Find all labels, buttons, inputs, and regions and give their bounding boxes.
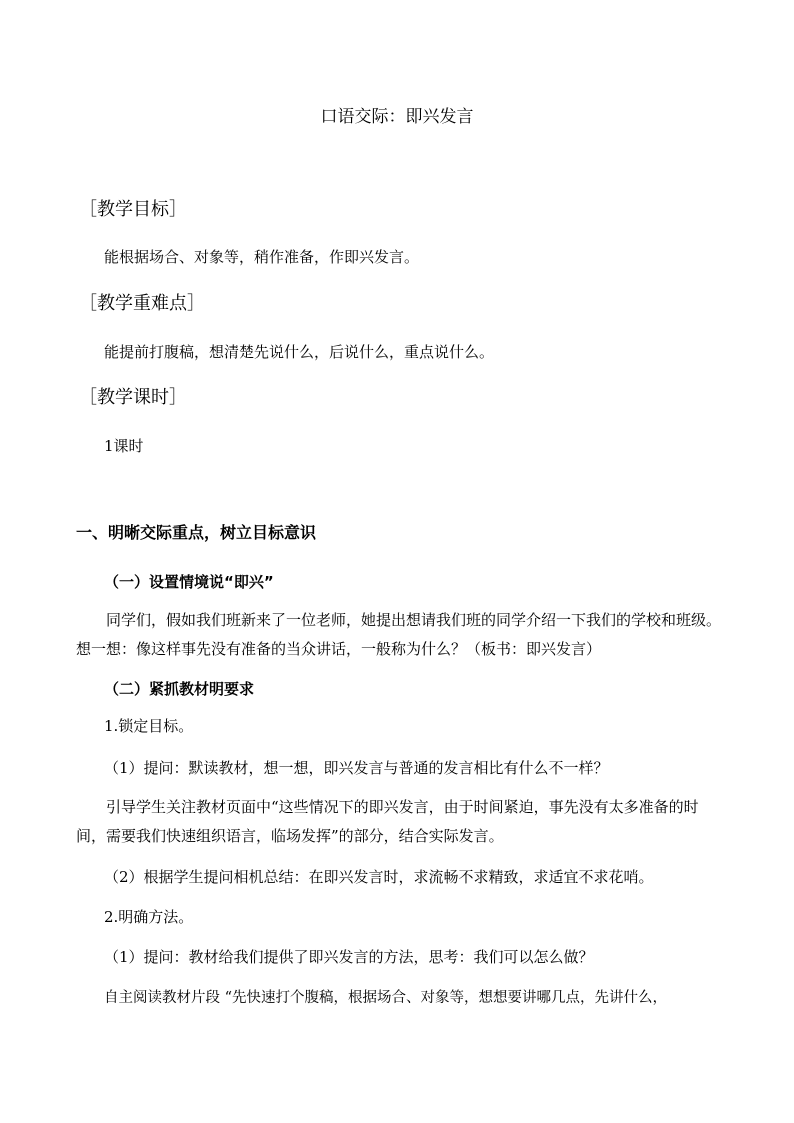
question-1: （1）提问：默读教材，想一想，即兴发言与普通的发言相比有什么不一样？	[104, 759, 609, 777]
guide-paragraph: 引导学生关注教材页面中“这些情况下的即兴发言，由于时间紧迫，事先没有太多准备的时间，需要我们快速组织语言，临场发挥”的部分，结合实际发言。	[76, 798, 699, 845]
item-clarify-method: 2.明确方法。	[104, 908, 194, 926]
sub2-heading: （二）紧抓教材明要求	[104, 680, 255, 698]
sub1-paragraph: 同学们，假如我们班新来了一位老师，她提出想请我们班的同学介绍一下我们的学校和班级。想一想：像这样事先没有准备的当众讲话，一般称为什么？（板书：即兴发言）	[76, 611, 722, 658]
reading-instruction: 自主阅读教材片段 “先快速打个腹稿，根据场合、对象等，想想要讲哪几点，先讲什么，	[104, 990, 668, 1006]
part1-heading: 一、明晰交际重点，树立目标意识	[76, 523, 317, 542]
section-content-duration: 1课时	[104, 437, 144, 455]
sub1-heading: （一）设置情境说“即兴”	[104, 573, 274, 591]
section-content-key-points: 能提前打腹稿，想清楚先说什么，后说什么，重点说什么。	[104, 343, 495, 361]
page-title: 口语交际：即兴发言	[320, 107, 474, 127]
section-content-goals: 能根据场合、对象等，稍作准备，作即兴发言。	[104, 248, 420, 266]
section-heading-goals: ［教学目标］	[79, 199, 187, 220]
section-heading-duration: ［教学课时］	[79, 387, 187, 408]
question-2: （2）根据学生提问相机总结：在即兴发言时，求流畅不求精致，求适宜不求花哨。	[104, 868, 654, 886]
question-3: （1）提问：教材给我们提供了即兴发言的方法，思考：我们可以怎么做？	[104, 948, 594, 966]
item-lock-goal: 1.锁定目标。	[104, 717, 194, 735]
section-heading-key-points: ［教学重难点］	[79, 293, 205, 314]
